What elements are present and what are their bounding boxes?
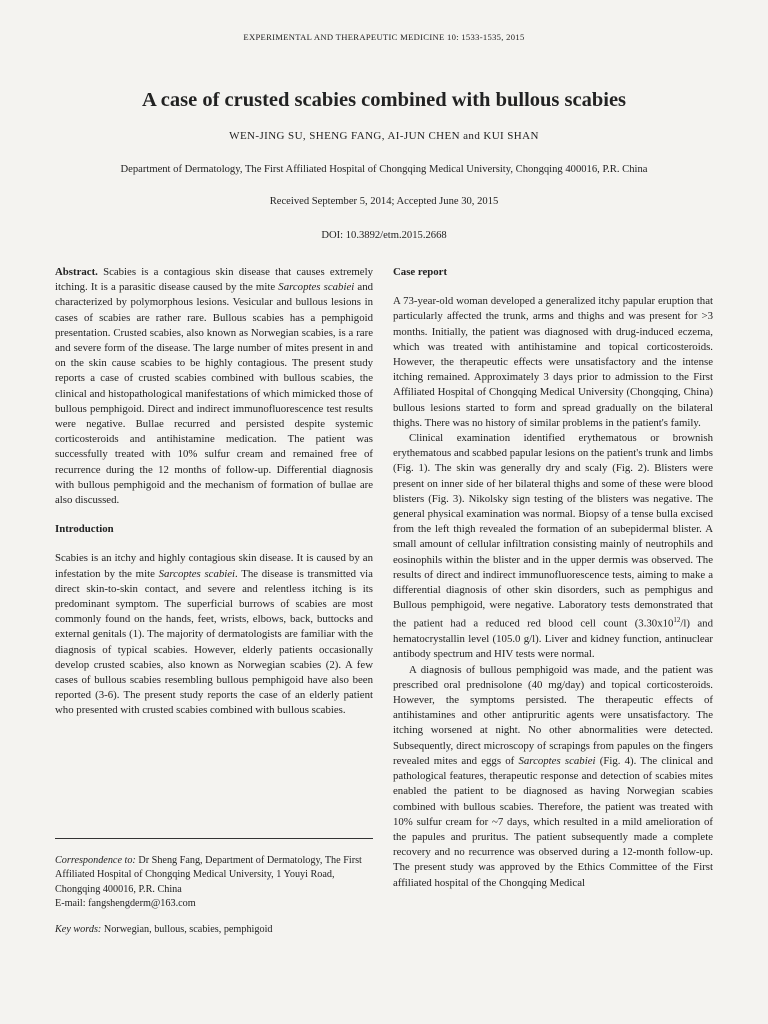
case-p3-species: Sarcoptes scabiei bbox=[518, 754, 596, 767]
abstract-text-1: Scabies is a contagious skin disease that causes extremely itching. It is a parasitic disease caused by the mite bbox=[55, 266, 373, 294]
keywords bbox=[55, 923, 373, 937]
case-p2-text: Clinical examination identified erythematous or brownish erythematous and scabbed papular lesions on the patient's trunk and limbs (Fig. 1). The skin was generally dry and scaly (Fig. 2). Blisters were present on inner side of her bilateral thighs and some of these were blood blisters (Fig. 3). Nikolsky sign testing of the blisters was negative. The general physical examination was normal. Biopsy of a tense bulla excised from the left thigh revealed the formation of an subepidermal blister. A small amount of cellular infiltration consisting mainly of neutrophils and eosinophils within the blister and in the upper dermis was observed. The results of direct and indirect immunofluorescence tests, aiming to make a differential diagnosis of other skin disorders, such as pemphigus and Bullous pemphigoid, were negative. Laboratory tests demonstrated that the patient had a reduced red blood cell count (3.30x10 bbox=[393, 432, 713, 631]
intro-text-2: . The disease is transmitted via direct skin-to-skin contact, and severe and relentless itching is its predominant symptom. The superficial burrows of scabies are most commonly found on the hands, feet, wrists, elbows, back, buttocks and external genitals (1). The majority of dermatologists are familiar with the diagnosis of typical scabies. However, elderly patients occasionally develop crusted scabies, also known as Norwegian scabies (2). A few cases of bullous scabies resembling bullous pemphigoid have also been reported (3-6). The present study reports the case of an elderly patient who presented with crusted scabies combined with bullous scabies. bbox=[55, 567, 373, 717]
article-title: A case of crusted scabies combined with bullous scabies bbox=[141, 89, 627, 111]
keywords-text: Norwegian, bullous, scabies, pemphigoid bbox=[101, 924, 273, 935]
abstract-text-2: and characterized by polymorphous lesions. Vesicular and bullous lesions in cases of scabies are rather rare. Bullous scabies has a pemphigoid presentation. Crusted scabies, also known as Norwegian scabies, is a rare and severe form of the disease. The large number of mites present in and on the skin cause scabies to be highly contagious. The present study reports a case of crusted scabies combined with bullous scabies, the clinical and histopathological manifestations of which mimicked those of bullous pemphigoid. Direct and indirect immunofluorescence test results were negative. Bullae recurred and persisted despite systemic corticosteroids and antihistamine medication. The patient was successfully treated with 10% sulfur cream and remained free of recurrence during the 12 months of follow-up. Differential diagnosis with bullous pemphigoid and the mechanism of formation of bullae are also discussed. bbox=[55, 281, 373, 507]
case-paragraph-2 bbox=[393, 431, 713, 663]
keywords-label: Key words: bbox=[55, 924, 102, 935]
author-list: WEN-JING SU, SHENG FANG, AI-JUN CHEN and KUI SHAN bbox=[229, 130, 539, 142]
case-p2-sup: 12 bbox=[673, 616, 681, 625]
correspondence-label: Correspondence to: bbox=[55, 855, 136, 866]
abstract-species: Sarcoptes scabiei bbox=[278, 281, 355, 294]
correspondence-text: Dr Sheng Fang, Department of Dermatology, The First Affiliated Hospital of Chongqing Medical University, 1 Youyi Road, Chongqing 400016, P.R. China bbox=[55, 855, 362, 895]
footnote-divider bbox=[55, 838, 373, 839]
introduction-heading: Introduction bbox=[55, 523, 114, 536]
case-paragraph-1: A 73-year-old woman developed a generalized itchy papular eruption that particularly affected the trunk, arms and thighs and was present for >3 months. Initially, the patient was diagnosed with drug-induced eczema, which was treated with antihistamine and topical corticosteroids. However, the therapeutic effects were unsatisfactory and the intense itching remained. Approximately 3 days prior to admission to the First Affiliated Hospital of Chongqing Medical University (Chongqing, China) bullous lesions started to form and spread gradually on the bilateral thighs. There was no history of similar problems in the patient's family. bbox=[393, 295, 713, 429]
case-p3-text-2: (Fig. 4). The clinical and pathological features, therapeutic response and detection of scabies mites enabled the patient to be diagnosed as having Norwegian scabies combined with bullous scabies. Therefore, the patient was treated with 10% sulfur cream for ~7 days, which resulted in a mild amelioration of the papules and pruritus. The patient subsequently made a complete recovery and no recurrence was observed during a 12-month follow-up. The present study was approved by the Ethics Committee of the First affiliated hospital of the Chongqing Medical bbox=[393, 754, 714, 889]
received-dates: Received September 5, 2014; Accepted June 30, 2015 bbox=[269, 196, 499, 207]
abstract-label: Abstract. bbox=[55, 266, 98, 278]
correspondence-email[interactable]: E-mail: fangshengderm@163.com bbox=[55, 897, 196, 909]
doi: DOI: 10.3892/etm.2015.2668 bbox=[321, 230, 447, 241]
correspondence bbox=[55, 854, 373, 911]
right-column bbox=[393, 265, 713, 891]
case-p2-end: /l) and hematocrystallin level (105.0 g/l). Liver and kidney function, antinuclear antibody spectrum and HIV tests were normal. bbox=[393, 618, 713, 661]
case-p3-text-1: A diagnosis of bullous pemphigoid was made, and the patient was prescribed oral prednisolone (40 mg/day) and topical corticosteroids. However, the symptoms persisted. The therapeutic effects of antihistamines and other antipruritic agents were unsatisfactory. The itching worsened at night. No other abnormalities were detected. Subsequently, direct microscopy of scrapings from papules on the fingers revealed mites and eggs of bbox=[393, 663, 713, 767]
case-report-heading: Case report bbox=[393, 266, 448, 278]
abstract bbox=[55, 265, 373, 508]
intro-species: Sarcoptes scabiei bbox=[158, 567, 236, 580]
left-column bbox=[55, 265, 373, 719]
intro-text-1: Scabies is an itchy and highly contagious skin disease. It is caused by an infestation by the mite bbox=[55, 552, 373, 580]
introduction-paragraph bbox=[55, 551, 373, 718]
affiliation: Department of Dermatology, The First Affiliated Hospital of Chongqing Medical University, Chongqing 400016, P.R. China bbox=[120, 164, 648, 175]
case-paragraph-3 bbox=[393, 663, 713, 891]
running-head: EXPERIMENTAL AND THERAPEUTIC MEDICINE 10: 1533-1535, 2015 bbox=[243, 32, 525, 42]
